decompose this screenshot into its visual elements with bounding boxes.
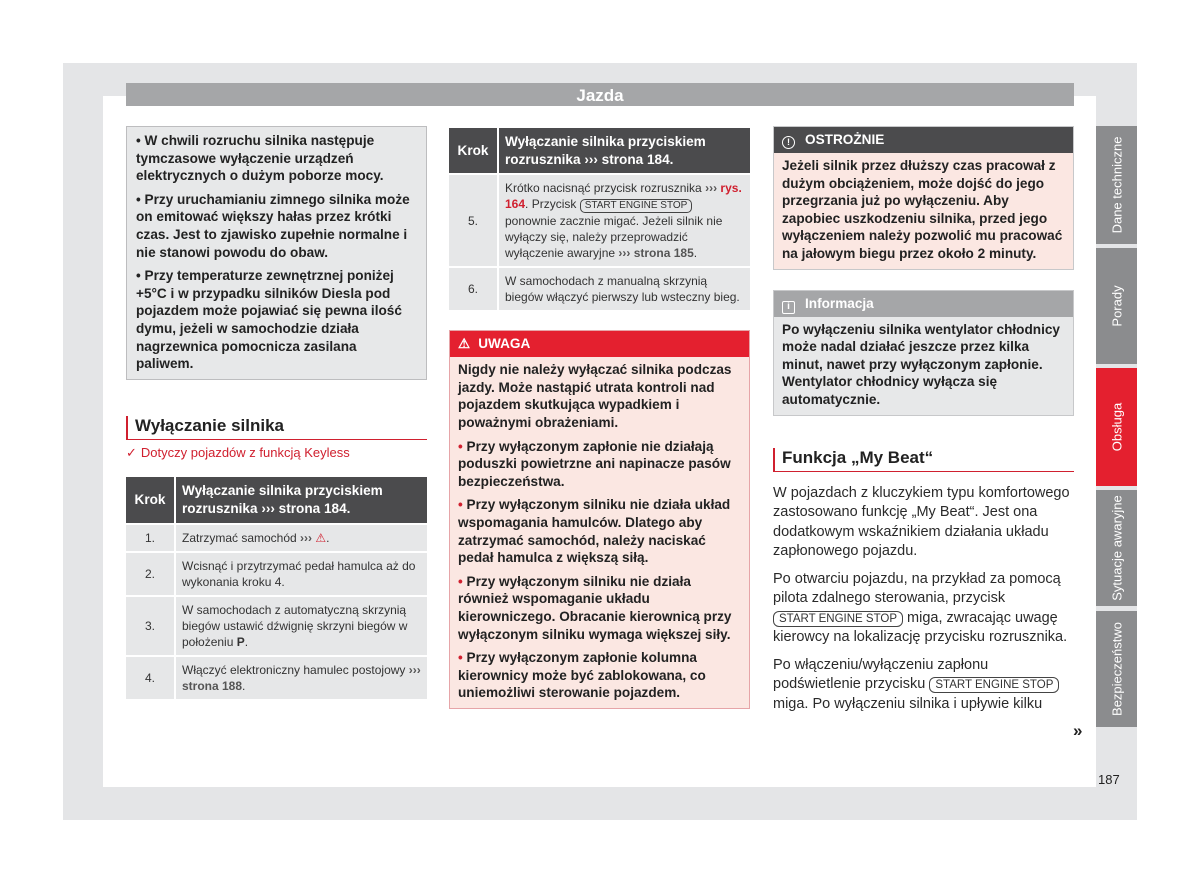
step-text: W samochodach z automatyczną skrzynią biegów ustawić dźwignię skrzyni biegów w położeniu P. bbox=[176, 597, 427, 655]
warning-bullet: • Przy wyłączonym silniku nie działa również wspomaganie układu kierowniczego. Obracanie kierownicą przy wyłączonym silniku wymaga większej siły. bbox=[458, 573, 732, 642]
applies-note bbox=[126, 444, 427, 462]
warning-triangle-icon[interactable]: ⚠ bbox=[315, 530, 327, 545]
checkmark-icon: ✓ bbox=[126, 444, 137, 460]
my-beat-text bbox=[773, 484, 1074, 715]
column-header-title[interactable]: Wyłączanie silnika przyciskiem rozrusznika ››› strona 184. bbox=[176, 477, 427, 522]
column-header-step: Krok bbox=[449, 128, 497, 173]
exclamation-circle-icon: ! bbox=[782, 136, 795, 149]
warning-intro: Nigdy nie należy wyłączać silnika podczas jazdy. Może nastąpić utrata kontroli nad pojazdem skutkująca wypadkiem i poważnymi obrażeniami. bbox=[458, 362, 732, 430]
side-tab-bezpieczenstwo[interactable]: Bezpieczeństwo bbox=[1096, 611, 1137, 727]
step-number: 4. bbox=[126, 657, 174, 699]
reference-link[interactable]: ››› strona 188 bbox=[182, 662, 421, 693]
table-row bbox=[126, 553, 427, 595]
caution-box bbox=[773, 126, 1074, 270]
caution-body: Jeżeli silnik przez dłuższy czas pracował z dużym obciążeniem, może dojść do jego przegrzania już po wyłączeniu. Aby zapobiec uszkodzeniu silnika, przed jego wyłączeniem należy pozwolić mu pracować na jałowym biegu przez około 2 minuty. bbox=[774, 153, 1073, 269]
warning-bullet: • Przy wyłączonym silniku nie działa układ wspomagania hamulców. Dlatego aby zatrzymać samochód, należy naciskać pedał hamulca z większą siłą. bbox=[458, 497, 731, 566]
step-number: 6. bbox=[449, 268, 497, 310]
table-row bbox=[449, 268, 750, 310]
side-tab-porady[interactable]: Porady bbox=[1096, 248, 1137, 364]
side-tab-obsluga[interactable]: Obsługa bbox=[1096, 368, 1137, 486]
info-header: i Informacja bbox=[774, 291, 1073, 317]
step-number: 1. bbox=[126, 525, 174, 551]
column-middle bbox=[449, 126, 750, 709]
note-item: • W chwili rozruchu silnika następuje tymczasowe wyłączenie urządzeń elektrycznych o dużym poborze mocy. bbox=[136, 133, 384, 184]
reference-link[interactable]: ››› bbox=[300, 530, 313, 545]
section-title-my-beat: Funkcja „My Beat“ bbox=[773, 448, 1074, 472]
step-number: 5. bbox=[449, 175, 497, 266]
step-number: 3. bbox=[126, 597, 174, 655]
paragraph: Po włączeniu/wyłączeniu zapłonu podświetlenie przycisku START ENGINE STOP miga. Po wyłączeniu silnika i upływie kilku bbox=[773, 656, 1074, 715]
table-header-row bbox=[126, 477, 427, 522]
note-item: • Przy uruchamianiu zimnego silnika może on emitować większy hałas przez krótki czas. Jest to zjawisko zupełnie normalne i nie stanowi powodu do obaw. bbox=[136, 191, 410, 260]
start-engine-stop-key: START ENGINE STOP bbox=[773, 611, 903, 627]
step-text: Włączyć elektroniczny hamulec postojowy ››› strona 188. bbox=[176, 657, 427, 699]
continue-arrows-icon: » bbox=[1073, 721, 1083, 740]
column-right bbox=[773, 126, 1074, 722]
chapter-header: Jazda bbox=[126, 83, 1074, 106]
side-tab-dane-techniczne[interactable]: Dane techniczne bbox=[1096, 126, 1137, 244]
column-left bbox=[126, 126, 427, 701]
caution-header: ! OSTROŻNIE bbox=[774, 127, 1073, 153]
steps-table bbox=[124, 475, 429, 700]
column-header-step: Krok bbox=[126, 477, 174, 522]
table-row bbox=[126, 597, 427, 655]
paragraph: Po otwarciu pojazdu, na przykład za pomocą pilota zdalnego sterowania, przycisk START ENGINE STOP miga, zwracając uwagę kierowcy na lokalizację przycisku rozrusznika. bbox=[773, 570, 1068, 646]
warning-bullet: • Przy wyłączonym zapłonie nie działają poduszki powietrzne ani napinacze pasów bezpieczeństwa. bbox=[458, 438, 731, 489]
note-item: • Przy temperaturze zewnętrznej poniżej +5°C i w przypadku silników Diesla pod pojazdem może pojawiać się pewna ilość dymu, jeżeli w samochodzie działa nagrzewnica pomocnicza zasilana paliwem. bbox=[136, 268, 402, 372]
warning-box bbox=[449, 330, 750, 709]
info-body: Po wyłączeniu silnika wentylator chłodnicy może nadal działać jeszcze przez kilka minut, nawet przy wyłączonym zapłonie. Wentylator chłodnicy wyłącza się automatycznie. bbox=[774, 317, 1073, 415]
column-header-title[interactable]: Wyłączanie silnika przyciskiem rozrusznika ››› strona 184. bbox=[499, 128, 750, 173]
warning-bullet: • Przy wyłączonym zapłonie kolumna kierownicy może być zablokowana, co uniemożliwi sterowanie pojazdem. bbox=[458, 650, 706, 701]
note-box bbox=[126, 126, 427, 380]
page-number: 187 bbox=[1098, 772, 1120, 787]
step-number: 2. bbox=[126, 553, 174, 595]
step-text: Wcisnąć i przytrzymać pedał hamulca aż do wykonania kroku 4. bbox=[176, 553, 427, 595]
figure-reference-link[interactable]: rys. 164 bbox=[505, 181, 742, 212]
start-engine-stop-key: START ENGINE STOP bbox=[580, 199, 693, 213]
warning-triangle-icon: ⚠ bbox=[458, 336, 471, 352]
warning-body bbox=[450, 357, 749, 708]
start-engine-stop-key: START ENGINE STOP bbox=[929, 677, 1059, 693]
table-header-row bbox=[449, 128, 750, 173]
table-row bbox=[126, 525, 427, 551]
table-row bbox=[449, 175, 750, 266]
paragraph: W pojazdach z kluczykiem typu komfortowego zastosowano funkcję „My Beat“. Jest ona dodatkowym wskaźnikiem działania układu zapłonowego pojazdu. bbox=[773, 484, 1070, 560]
reference-link[interactable]: ››› strona 185 bbox=[618, 246, 694, 261]
side-tab-sytuacje-awaryjne[interactable]: Sytuacje awaryjne bbox=[1096, 490, 1137, 606]
step-text: Krótko nacisnąć przycisk rozrusznika ››› rys. 164. Przycisk START ENGINE STOP ponownie zacznie migać. Jeżeli silnik nie wyłączy się, należy przeprowadzić wyłączenie awaryjne ››› strona 185. bbox=[499, 175, 750, 266]
info-box bbox=[773, 290, 1074, 416]
section-title-engine-off: Wyłączanie silnika bbox=[126, 416, 427, 440]
applies-text: Dotyczy pojazdów z funkcją Keyless bbox=[140, 444, 350, 460]
steps-table-continued bbox=[447, 126, 752, 312]
step-text: Zatrzymać samochód ››› ⚠. bbox=[176, 525, 427, 551]
info-icon: i bbox=[782, 301, 795, 314]
step-text: W samochodach z manualną skrzynią biegów włączyć pierwszy lub wsteczny bieg. bbox=[499, 268, 750, 310]
warning-header: ⚠ UWAGA bbox=[450, 331, 749, 357]
table-row bbox=[126, 657, 427, 699]
